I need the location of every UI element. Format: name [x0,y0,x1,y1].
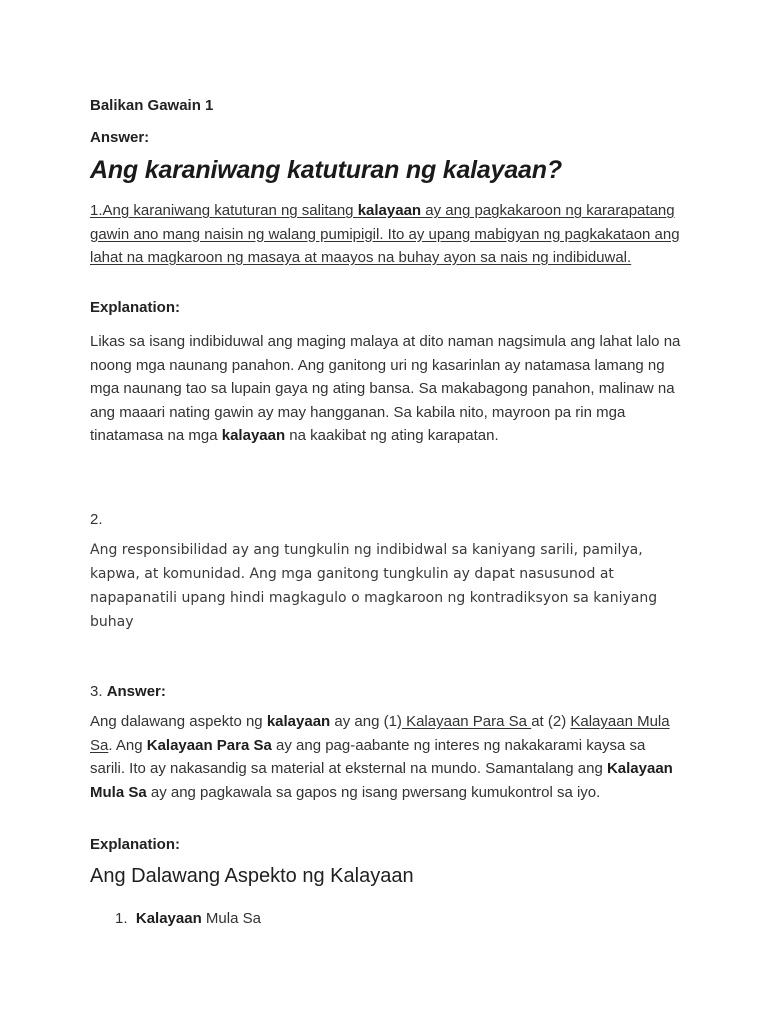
answer-1-text-start: 1.Ang karaniwang katuturan ng salitang [90,202,358,219]
item-3-text-5: ay ang pag-aabante ng interes ng nakakarami kaysa sa sarili. Ito ay nakasandig sa material at eksternal na mundo. Samantalang ang [90,736,646,777]
section-label: Balikan Gawain 1 [90,97,214,114]
item-3-paragraph [90,710,680,804]
list-item [115,907,261,931]
item-3-text-6: ay ang pagkawala sa gapos ng isang pwersang kumukontrol sa iyo. [146,783,601,801]
list-item-keyword: Kalayaan [135,910,202,927]
explanation-label: Explanation: [90,299,181,316]
explanation-1-text-end: na kaakibat ng ating karapatan. [285,427,499,444]
item-3-bold-3: Kalayaan Mula Sa [90,760,673,801]
item-2-number: 2. [90,511,103,528]
answer-1-keyword: kalayaan [357,202,422,219]
item-3-heading [90,680,166,704]
item-3-answer-label: Answer: [106,683,166,700]
item-3-text-3: at (2) [531,713,571,730]
item-3-text-2: ay ang (1) [330,713,402,730]
item-3-underline-2: Kalayaan Mula Sa [90,713,670,754]
answer-1-text-end: ay ang pagkakaroon ng kararapatang gawin ano mang naisin ng walang pumipigil. Ito ay upang mabigyan ng pagkakataon ang lahat na magkaroon ng masaya at maayos na buhay ayon sa nais ng indibiduwal. [90,202,680,266]
item-2-paragraph: Ang responsibilidad ay ang tungkulin ng indibidwal sa kaniyang sarili, pamilya, kapwa, at komunidad. Ang mga ganitong tungkulin ay dapat nasusunod at napapanatili upang hindi magkagulo o magkaroon ng kontradiksyon sa kaniyang buhay [90,542,658,630]
item-3-bold-2: Kalayaan Para Sa [146,736,272,754]
answer-label: Answer: [90,129,150,146]
explanation-1-keyword: kalayaan [221,427,286,444]
explanation-1-paragraph [90,330,688,448]
item-3-number: 3. [90,683,107,700]
explanation-1-text-start: Likas sa isang indibiduwal ang maging malaya at dito naman nagsimula ang lahat lalo na noong mga naunang panahon. Ang ganitong uri ng kasarinlan ay natamasa lamang ng mga naunang tao sa lupain gaya ng ating bansa. Sa makabagong panahon, malinaw na ang maaari nating gawin ay may hangganan. Sa kabila nito, mayroon pa rin mga tinatamasa na mga [90,333,681,444]
answer-1-paragraph [90,199,682,270]
item-3-bold-1: kalayaan [266,713,331,730]
question-title: Ang karaniwang katuturan ng kalayaan? [90,156,562,184]
explanation-3-label: Explanation: [90,836,181,853]
item-3-text-4: . Ang [108,736,147,754]
item-3-underline-1: Kalayaan Para Sa [401,713,532,730]
item-3-text-1: Ang dalawang aspekto ng [90,713,267,730]
list-item-number: 1. [115,910,128,927]
aspects-heading: Ang Dalawang Aspekto ng Kalayaan [90,865,414,887]
list-item-text: Mula Sa [201,910,261,927]
